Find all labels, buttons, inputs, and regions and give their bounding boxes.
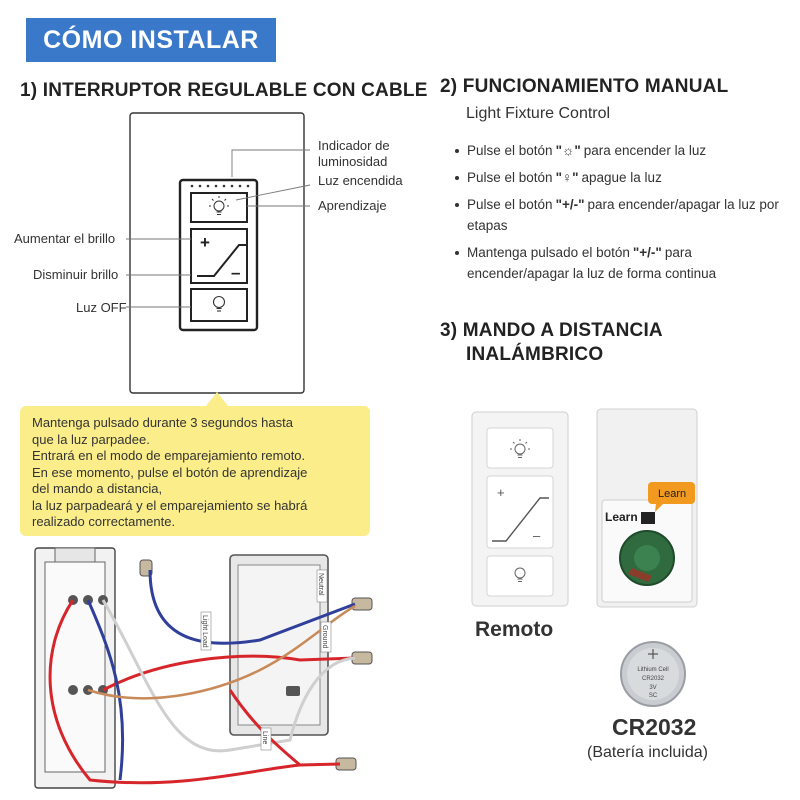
svg-text:Neutral: Neutral bbox=[317, 573, 324, 596]
coin-text: CR2032 bbox=[641, 676, 665, 682]
junction-box-inner bbox=[238, 565, 320, 725]
learn-badge: Learn bbox=[658, 488, 687, 500]
remote-plus-sign: + bbox=[497, 485, 505, 500]
note-line: Mantenga pulsado durante 3 segundos hasta bbox=[32, 415, 293, 430]
battery-note: (Batería incluida) bbox=[587, 744, 708, 761]
section1-title: 1) INTERRUPTOR REGULABLE CON CABLE bbox=[20, 80, 428, 101]
remote-label: Remoto bbox=[475, 618, 554, 641]
switch-plus-sign: + bbox=[200, 233, 210, 252]
svg-text:Ground: Ground bbox=[321, 625, 328, 649]
note-line: En ese momento, pulse el botón de aprendizaje bbox=[32, 464, 308, 480]
wire-tag-neutral bbox=[317, 570, 327, 602]
page-banner: CÓMO INSTALAR bbox=[26, 18, 276, 62]
dimmer-device-front bbox=[45, 562, 105, 772]
note-line: la luz parpadeará y el emparejamiento se habrá bbox=[32, 497, 308, 513]
callout-brightness-indicator: Indicador de luminosidad bbox=[318, 138, 390, 169]
section3-title-line2: INALÁMBRICO bbox=[466, 344, 604, 365]
instruction-item: Pulse el botón "♀" apague la luz bbox=[455, 167, 795, 188]
coin-text: 3V bbox=[649, 685, 657, 691]
coin-text: SC bbox=[648, 693, 658, 699]
battery-model: CR2032 bbox=[612, 714, 697, 740]
coin-text: Lithium Cell bbox=[637, 667, 669, 673]
callout-increase: Aumentar el brillo bbox=[14, 231, 116, 246]
learn-label: Learn bbox=[605, 510, 638, 524]
note-line: que la luz parpadee. bbox=[32, 431, 150, 447]
section2-title: 2) FUNCIONAMIENTO MANUAL bbox=[440, 76, 729, 97]
callout-decrease: Disminuir brillo bbox=[33, 267, 119, 282]
dimmer-device-mount bbox=[55, 548, 95, 562]
wire-tag-line bbox=[261, 728, 271, 750]
switch-minus-sign: – bbox=[231, 263, 241, 282]
svg-text:Light Load: Light Load bbox=[201, 615, 208, 648]
wire-tag-ground bbox=[321, 622, 331, 652]
note-line: del mando a distancia, bbox=[32, 481, 163, 496]
svg-text:Line: Line bbox=[261, 731, 268, 745]
instruction-item: Pulse el botón "☼" para encender la luz bbox=[455, 140, 795, 161]
instruction-item: Pulse el botón "+/-" para encender/apagar la luz por etapas bbox=[455, 194, 795, 236]
section3-title-line1: 3) MANDO A DISTANCIA bbox=[440, 320, 663, 341]
callout-light-off: Luz OFF bbox=[76, 300, 127, 315]
callout-light-on: Luz encendida bbox=[318, 173, 403, 188]
note-line: Entrará en el modo de emparejamiento remoto. bbox=[32, 448, 306, 463]
remote-minus-sign: – bbox=[533, 528, 541, 543]
wire-tag-light-load bbox=[201, 612, 211, 650]
note-line: realizado correctamente. bbox=[32, 514, 176, 529]
callout-learning: Aprendizaje bbox=[318, 198, 387, 213]
instruction-item: Mantenga pulsado el botón "+/-" para encender/apagar la luz de forma continua bbox=[455, 242, 795, 284]
section2-subtitle: Light Fixture Control bbox=[466, 105, 611, 122]
